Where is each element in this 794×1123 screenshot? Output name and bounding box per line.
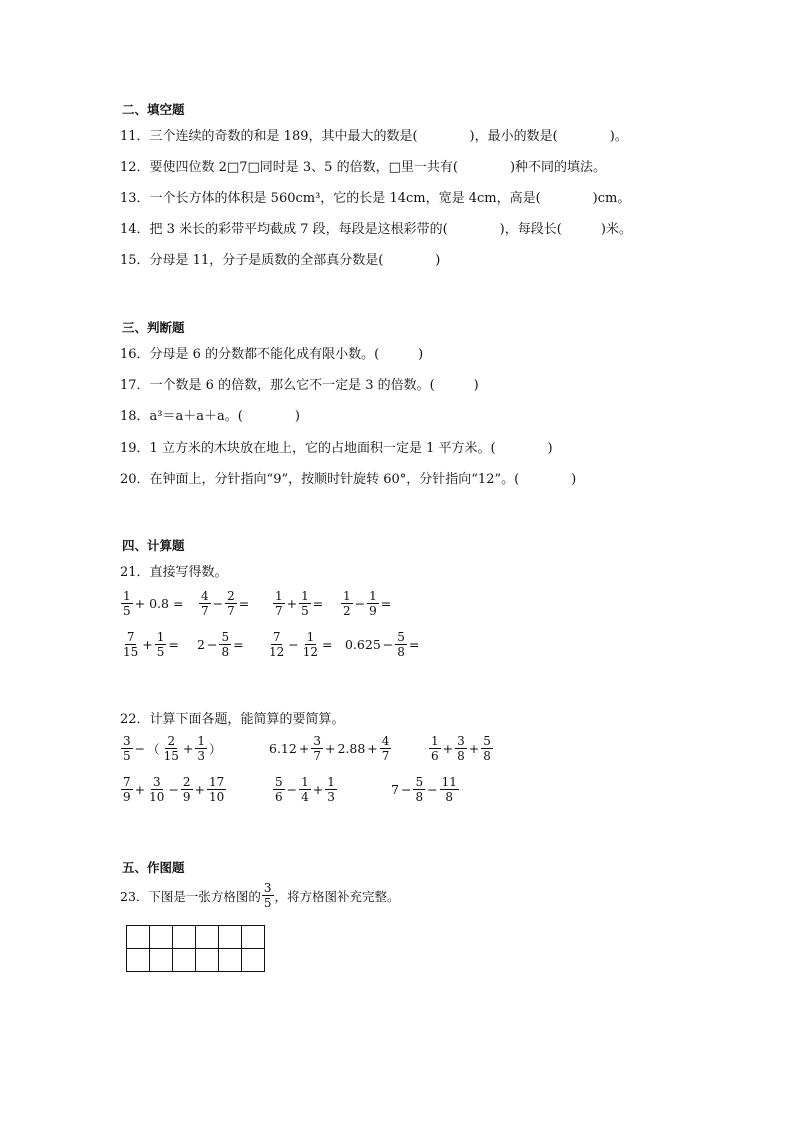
q21-expr-3: $\frac{1}{7}$ + $\frac{1}{5}$ =: [275, 589, 324, 618]
grid-cell: [150, 926, 173, 949]
question-22: 22．计算下面各题，能简算的要简算。: [120, 712, 345, 727]
grid-cell: [196, 949, 219, 972]
question-17: 17．一个数是 6 的倍数，那么它不一定是 3 的倍数。( ): [120, 378, 479, 393]
q22-expr-6: 7 − $\frac{5}{8}$ − $\frac{11}{8}$: [391, 775, 457, 804]
q21-expr-2: $\frac{4}{7}$ − $\frac{2}{7}$ =: [201, 589, 250, 618]
question-12: 12．要使四位数 2□7□同时是 3、5 的倍数，□里一共有( )种不同的填法。: [120, 160, 607, 175]
q22-expr-2: 6.12 + $\frac{3}{7}$ + 2.88 + $\frac{4}{7}$: [269, 734, 390, 763]
question-19: 19．1 立方米的木块放在地上，它的占地面积一定是 1 平方米。( ): [120, 441, 553, 456]
grid-cell: [219, 949, 242, 972]
section-title-calc: 四、计算题: [122, 538, 185, 553]
section-title-fill: 二、填空题: [122, 102, 185, 117]
section-title-judge: 三、判断题: [122, 320, 185, 335]
grid-cell: [127, 949, 150, 972]
q22-expr-3: $\frac{1}{6}$ + $\frac{3}{8}$ + $\frac{5}{8}$: [431, 734, 491, 763]
section-title-draw: 五、作图题: [122, 860, 185, 875]
question-21: 21．直接写得数。: [120, 565, 228, 580]
grid-cell: [242, 949, 265, 972]
q21-expr-6: 2 − $\frac{5}{8}$ =: [197, 630, 244, 659]
question-13: 13．一个长方体的体积是 560cm³，它的长是 14cm，宽是 4cm，高是( )cm。: [120, 191, 631, 206]
grid-cell: [219, 926, 242, 949]
question-15: 15．分母是 11，分子是质数的全部真分数是( ): [120, 253, 441, 268]
q21-expr-8: 0.625 − $\frac{5}{8}$ =: [345, 630, 420, 659]
q21-expr-1: $\frac{1}{5}$ + 0.8 =: [123, 589, 184, 618]
question-18: 18．a³＝a＋a＋a。( ): [120, 409, 300, 424]
grid-cell: [173, 949, 196, 972]
grid-row: [127, 926, 265, 949]
question-23: 23．下图是一张方格图的 $\frac{3}{5}$ ，将方格图补充完整。: [120, 881, 400, 910]
square-grid: [126, 925, 265, 972]
grid-cell: [242, 926, 265, 949]
q21-expr-5: $\frac{7}{15}$ + $\frac{1}{5}$ =: [123, 630, 179, 659]
grid-figure: [126, 925, 265, 972]
q21-expr-7: $\frac{7}{12}$ − $\frac{1}{12}$ =: [269, 630, 333, 659]
question-16: 16．分母是 6 的分数都不能化成有限小数。( ): [120, 347, 424, 362]
q21-expr-4: $\frac{1}{2}$ − $\frac{1}{9}$ =: [343, 589, 392, 618]
q22-expr-1: $\frac{3}{5}$ − （ $\frac{2}{15}$ + $\frac{1}{3}$ ）: [123, 734, 222, 763]
q22-expr-4: $\frac{7}{9}$ + $\frac{3}{10}$ − $\frac{2}{9}$ + $\frac{17}{10}$: [123, 775, 225, 804]
grid-row: [127, 949, 265, 972]
grid-cell: [150, 949, 173, 972]
grid-cell: [196, 926, 219, 949]
grid-cell: [127, 926, 150, 949]
question-11: 11．三个连续的奇数的和是 189，其中最大的数是( )，最小的数是( )。: [120, 129, 628, 144]
q22-expr-5: $\frac{5}{6}$ − $\frac{1}{4}$ + $\frac{1}{3}$: [275, 775, 335, 804]
question-14: 14．把 3 米长的彩带平均截成 7 段，每段是这根彩带的( )，每段长( )米。: [120, 222, 632, 237]
grid-cell: [173, 926, 196, 949]
question-20: 20．在钟面上，分针指向“9”，按顺时针旋转 60°，分针指向“12”。( ): [120, 472, 577, 487]
